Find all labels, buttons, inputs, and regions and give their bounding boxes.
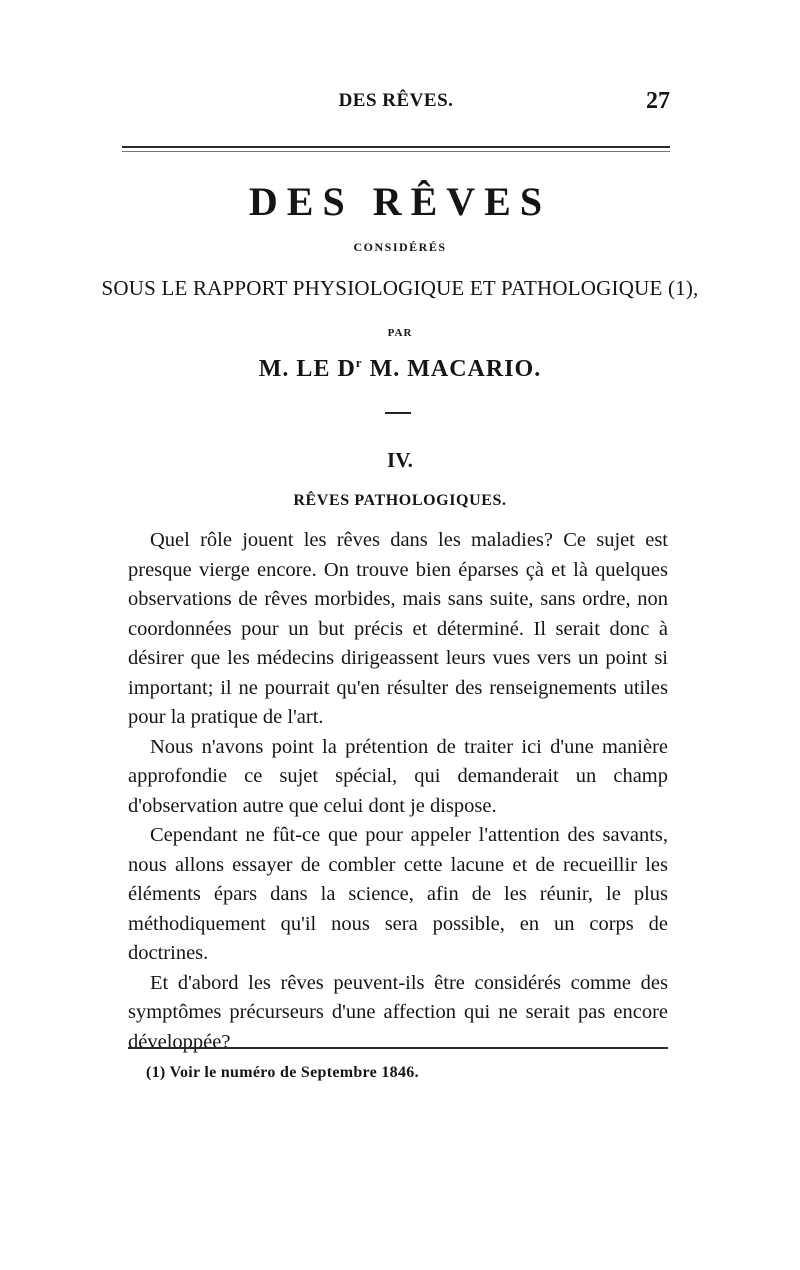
short-divider — [385, 412, 411, 414]
footnote-rule — [128, 1047, 668, 1049]
header-rule-thin — [122, 151, 670, 152]
section-number: IV. — [387, 448, 413, 472]
footnote: (1) Voir le numéro de Septembre 1846. — [146, 1064, 419, 1081]
author-prefix: M. LE D — [258, 356, 356, 382]
author-superscript: r — [355, 355, 363, 370]
paragraph: Et d'abord les rêves peuvent-ils être considérés comme des symptômes précurseurs d'une affection qui ne serait pas encore développée? — [128, 971, 668, 1053]
paragraph: Quel rôle jouent les rêves dans les maladies? Ce sujet est presque vierge encore. On trouve bien éparses çà et là quelques observations de rêves morbides, mais sans suite, sans ordre, non coordonnées pour un but précis et déterminé. Il serait donc à désirer que les médecins dirigeassent leurs vues vers un point si important; il ne pourrait qu'en résulter des renseignements utiles pour la pratique de l'art. — [128, 529, 668, 728]
section-title: RÊVES PATHOLOGIQUES. — [293, 492, 507, 509]
page-number: 27 — [646, 88, 670, 114]
author-line — [0, 356, 800, 383]
running-title: DES RÊVES. — [338, 90, 454, 111]
paragraph: Nous n'avons point la prétention de traiter ici d'une manière approfondie ce sujet spécial, qui demanderait un champ d'observation autre que celui dont je dispose. — [128, 735, 668, 817]
body-text — [128, 526, 668, 1057]
par-label: PAR — [387, 327, 413, 339]
header-rule — [122, 146, 670, 148]
author-suffix: M. MACARIO. — [362, 356, 542, 382]
running-head — [122, 88, 670, 118]
considered-label: CONSIDÉRÉS — [353, 240, 447, 254]
main-title: DES RÊVES — [248, 179, 552, 224]
subtitle: SOUS LE RAPPORT PHYSIOLOGIQUE ET PATHOLOGIQUE (1), — [101, 276, 699, 300]
paragraph: Cependant ne fût-ce que pour appeler l'attention des savants, nous allons essayer de combler cette lacune et de recueillir les éléments épars dans la science, afin de les réunir, le plus méthodiquement qu'il nous sera possible, en un corps de doctrines. — [128, 824, 668, 964]
